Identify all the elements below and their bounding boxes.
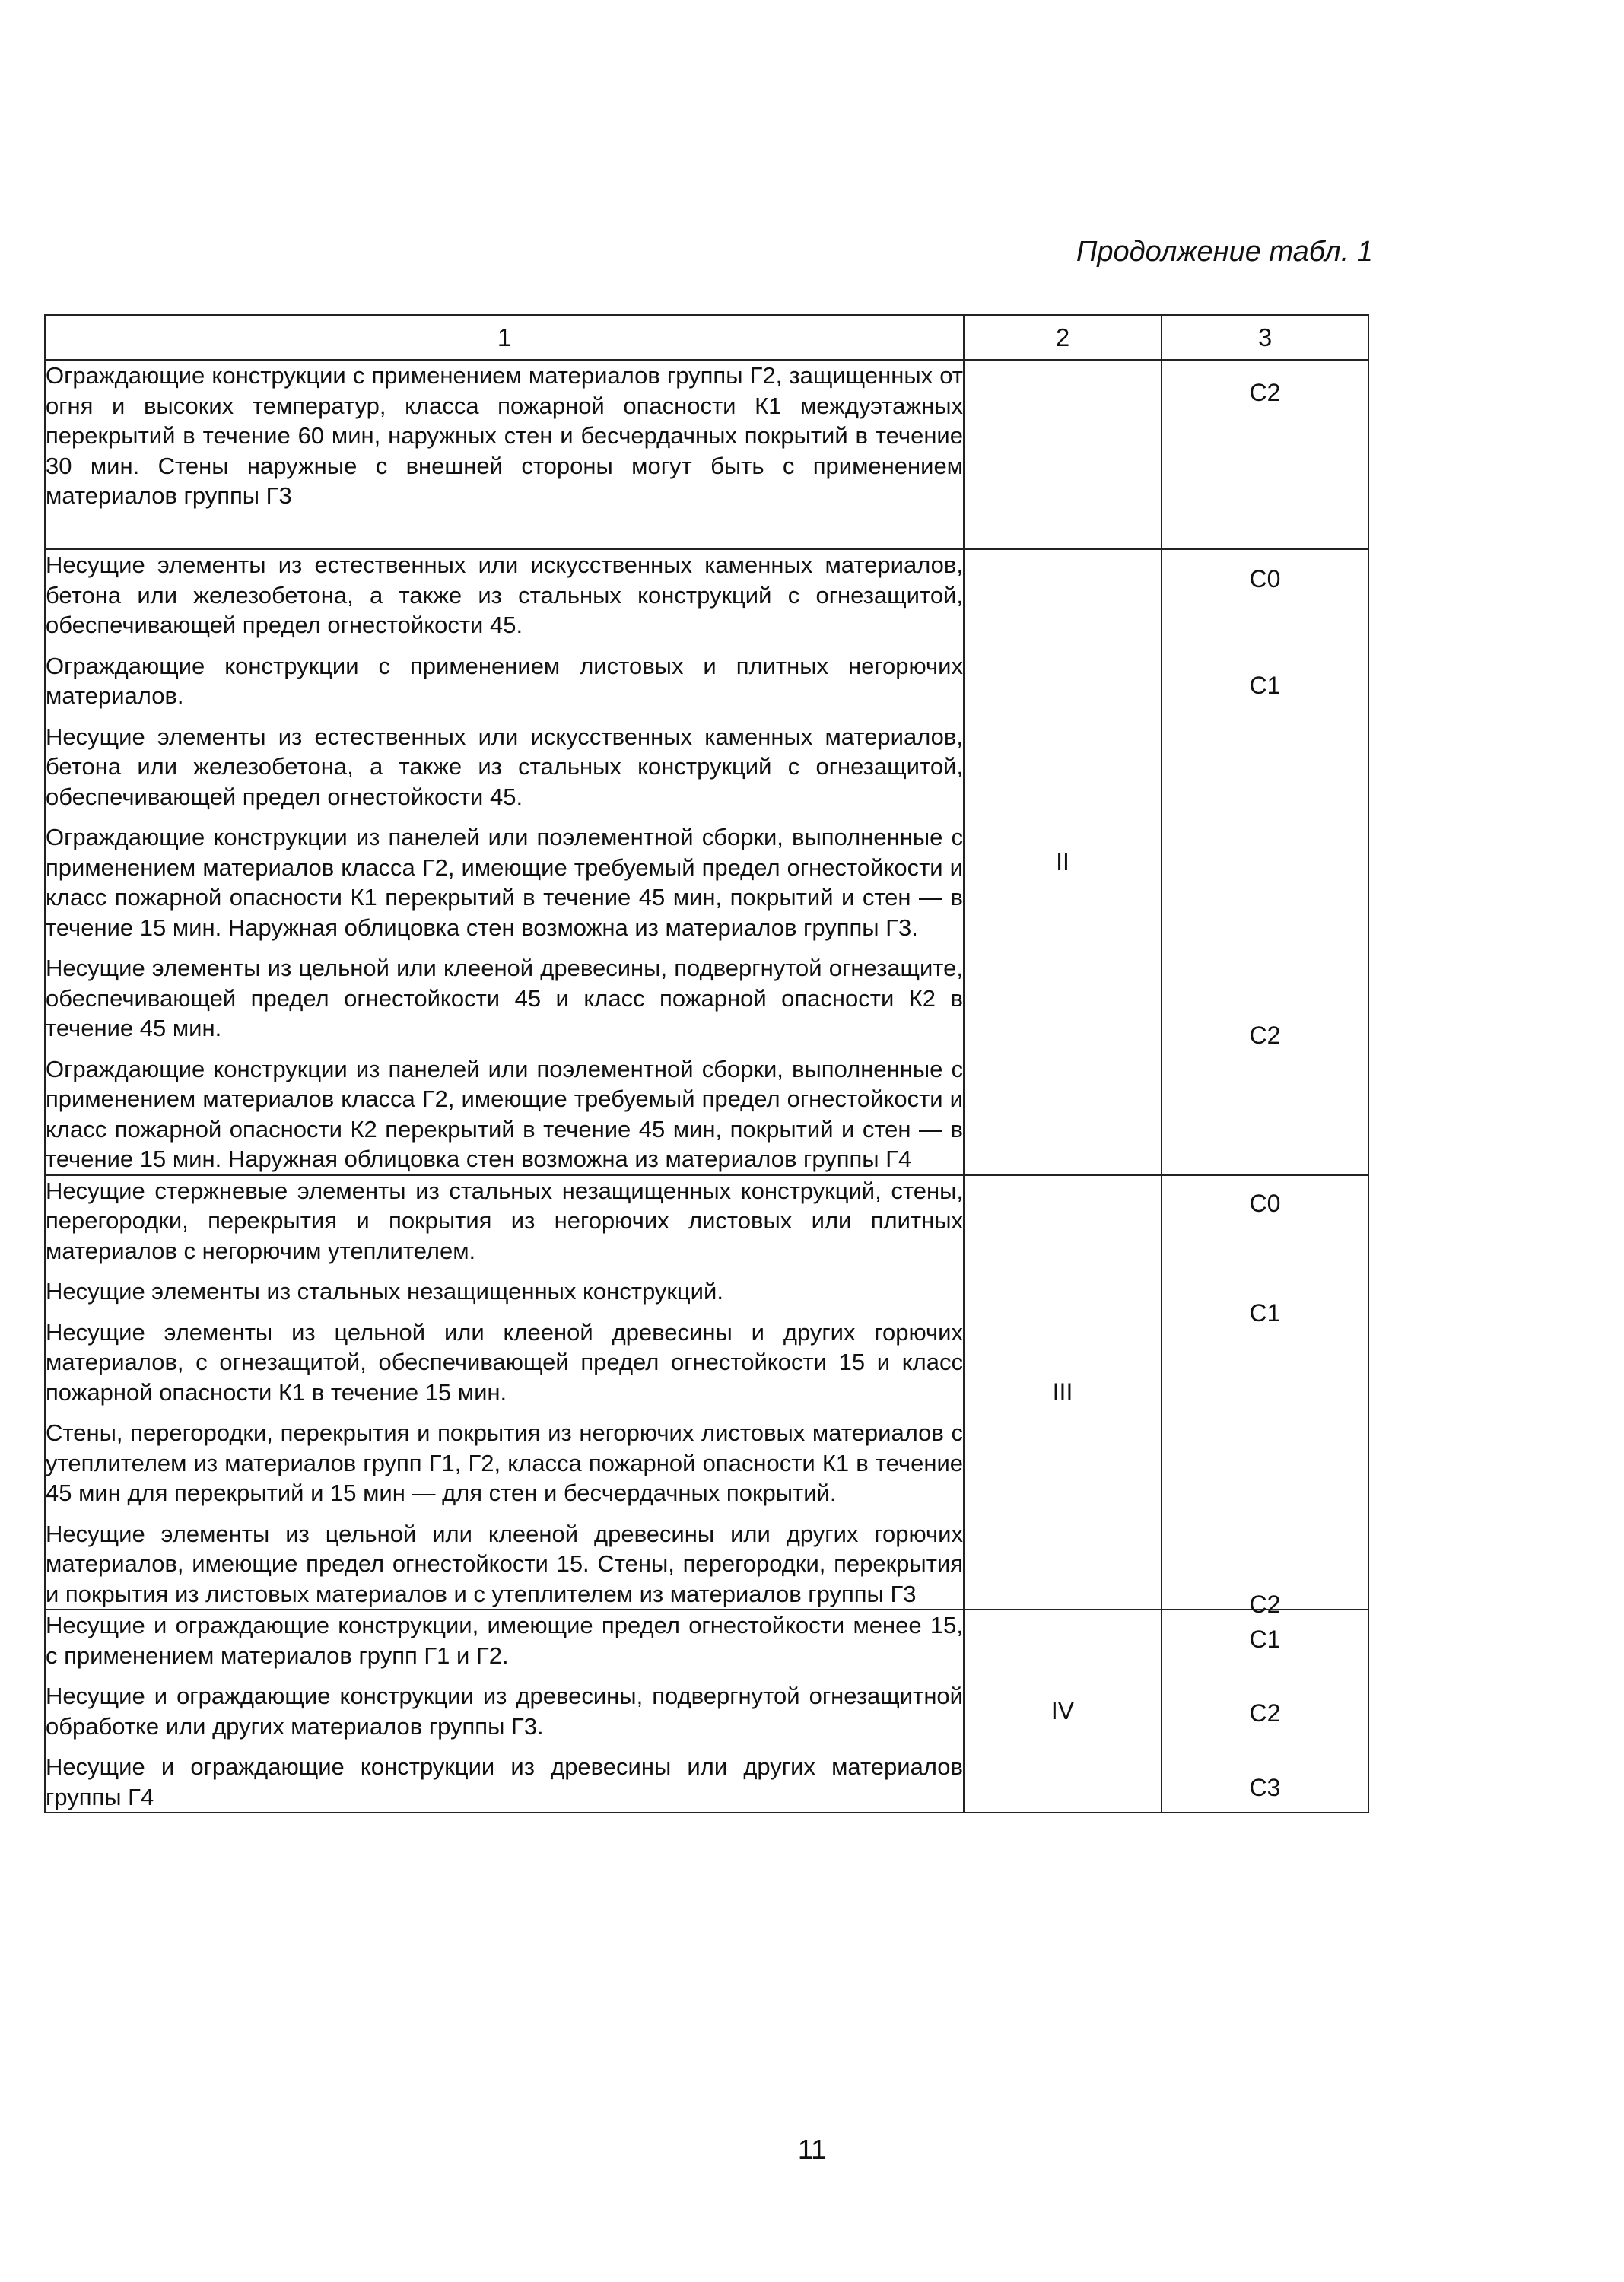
- fire-hazard-class: С2: [1249, 1022, 1281, 1049]
- column-header-3: 3: [1162, 315, 1368, 360]
- fire-hazard-class: С0: [1249, 1189, 1281, 1217]
- description-paragraph: Ограждающие конструкции с применением листовых и плитных негорючих материалов.: [46, 652, 963, 709]
- description-cell: [45, 1610, 964, 1813]
- description-paragraph: Стены, перегородки, перекрытия и покрытия из негорючих листовых материалов с утеплителем из материалов групп Г1, Г2, класса пожарной опасности К1 в течение 45 мин для перекрытий и 15 мин — для стен и бесчердачных покрытий.: [46, 1419, 963, 1506]
- table-row: [45, 1175, 1368, 1610]
- description-paragraph: Несущие стержневые элементы из стальных незащищенных конструкций, стены, перегородки, перекрытия и покрытия из негорючих листовых или плитных материалов с негорючим утеплителем.: [46, 1177, 963, 1264]
- fire-resistance-degree-cell: [964, 360, 1162, 549]
- fire-hazard-class: С2: [1249, 1699, 1281, 1727]
- fire-hazard-class: С1: [1249, 1626, 1281, 1653]
- description-paragraph: Ограждающие конструкции с применением материалов группы Г2, защищенных от огня и высоких температур, класса пожарной опасности К1 междуэтажных перекрытий в течение 60 мин, наружных стен и бесчердачных покрытий в течение 30 мин. Стены наружные с внешней стороны могут быть с применением материалов группы Г3: [46, 362, 963, 509]
- column-header-2: 2: [964, 315, 1162, 360]
- fire-hazard-class-cell: [1162, 549, 1368, 1175]
- fire-hazard-class-cell: [1162, 1175, 1368, 1618]
- fire-hazard-class: С2: [1249, 1590, 1281, 1618]
- description-paragraph: Несущие элементы из цельной или клееной древесины и других горючих материалов, с огнезащитой, обеспечивающей предел огнестойкости 15 и класс пожарной опасности К1 в течение 15 мин.: [46, 1318, 963, 1406]
- description-paragraph: Несущие и ограждающие конструкции из древесины, подвергнутой огнезащитной обработке или других материалов группы Г3.: [46, 1683, 963, 1740]
- column-header-1: 1: [45, 315, 964, 360]
- fire-resistance-degree-cell: IV: [964, 1610, 1162, 1813]
- fire-hazard-class: С3: [1249, 1774, 1281, 1801]
- description-paragraph: Несущие элементы из цельной или клееной древесины или других горючих материалов, имеющие предел огнестойкости 15. Стены, перегородки, перекрытия и покрытия из листовых материалов и с утеплителем из материалов группы Г3: [46, 1520, 963, 1607]
- description-cell: [45, 1175, 964, 1610]
- description-paragraph: Несущие элементы из естественных или искусственных каменных материалов, бетона или железобетона, а также из стальных конструкций с огнезащитой, обеспечивающей предел огнестойкости 45.: [46, 551, 963, 638]
- table-continuation-caption: Продолжение табл. 1: [1076, 236, 1373, 268]
- fire-hazard-class-cell: [1162, 360, 1368, 549]
- table-row: [45, 1610, 1368, 1813]
- description-paragraph: Несущие элементы из цельной или клееной древесины, подвергнутой огнезащите, обеспечивающей предел огнестойкости 45 и класс пожарной опасности К2 в течение 45 мин.: [46, 955, 963, 1041]
- description-paragraph: Несущие элементы из естественных или искусственных каменных материалов, бетона или железобетона, а также из стальных конструкций с огнезащитой, обеспечивающей предел огнестойкости 45.: [46, 723, 963, 810]
- description-paragraph: Ограждающие конструкции из панелей или поэлементной сборки, выполненные с применением материалов класса Г2, имеющие требуемый предел огнестойкости и класс пожарной опасности К2 перекрытий в течение 45 мин, покрытий и стен — в течение 15 мин. Наружная облицовка стен возможна из материалов группы Г4: [46, 1055, 963, 1172]
- description-paragraph: Ограждающие конструкции из панелей или поэлементной сборки, выполненные с применением материалов класса Г2, имеющие требуемый предел огнестойкости и класс пожарной опасности К1 перекрытий в течение 45 мин, покрытий и стен — в течение 15 мин. Наружная облицовка стен возможна из материалов группы Г3.: [46, 824, 963, 941]
- description-paragraph: Несущие элементы из стальных незащищенных конструкций.: [46, 1278, 723, 1305]
- description-paragraph: Несущие и ограждающие конструкции из древесины или других материалов группы Г4: [46, 1753, 963, 1810]
- description-cell: [45, 549, 964, 1175]
- fire-hazard-class: С2: [1249, 379, 1281, 406]
- table-header-row: [45, 315, 1368, 360]
- fire-resistance-degree-cell: III: [964, 1175, 1162, 1610]
- page-number: 11: [797, 2134, 827, 2165]
- fire-hazard-class: С1: [1249, 1298, 1281, 1327]
- description-cell: [45, 360, 964, 549]
- table-row: [45, 360, 1368, 549]
- table-row: [45, 549, 1368, 1175]
- fire-hazard-class-cell: [1162, 1610, 1368, 1813]
- fire-hazard-class: С0: [1249, 565, 1281, 593]
- fire-safety-table: [44, 314, 1369, 1813]
- fire-resistance-degree-cell: II: [964, 549, 1162, 1175]
- description-paragraph: Несущие и ограждающие конструкции, имеющие предел огнестойкости менее 15, с применением материалов групп Г1 и Г2.: [46, 1612, 963, 1669]
- fire-hazard-class: С1: [1249, 672, 1281, 699]
